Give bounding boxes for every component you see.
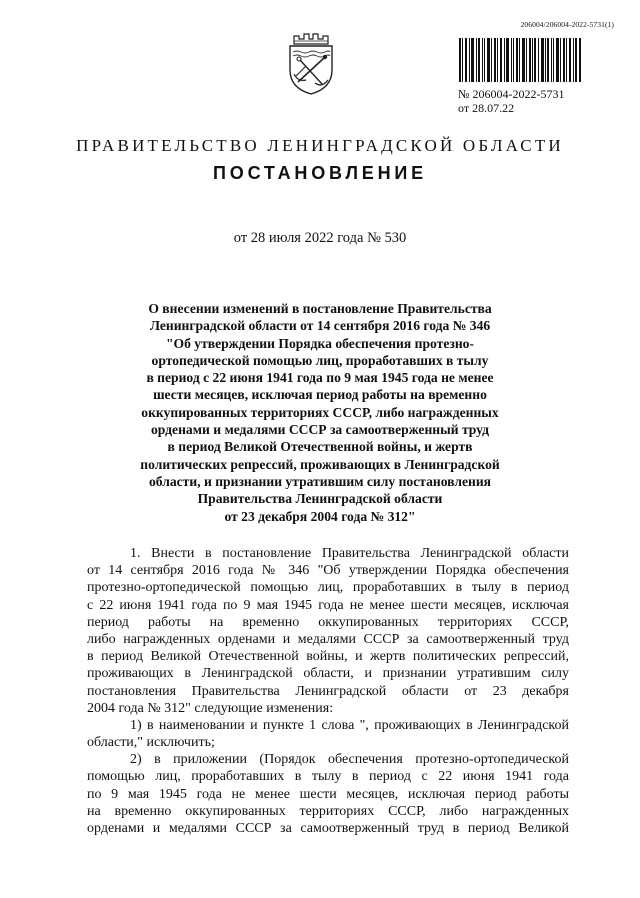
body-line: 1. Внести в постановление Правительства Ленинградской области [130, 546, 569, 561]
body-line: на временно оккупированных территориях СССР, либо награжденных [87, 803, 569, 819]
title-line: в период Великой Отечественной войны, и жертв [167, 439, 473, 455]
body-line: 1) в наименовании и пункте 1 слова ", проживающих в Ленинградской [130, 717, 569, 733]
issuer-heading: ПРАВИТЕЛЬСТВО ЛЕНИНГРАДСКОЙ ОБЛАСТИ [76, 136, 564, 155]
body-line: орденами и медалями СССР за самоотверженный труд в период Великой [87, 821, 569, 836]
title-line: шести месяцев, исключая период работы на временно [153, 387, 487, 403]
title-line: в период с 22 июня 1941 года по 9 мая 1945 года не менее [146, 370, 494, 386]
body-line: постановления Правительства Ленинградской области от 23 декабря [87, 683, 569, 699]
body-line: протезно-ортопедической помощью лиц, проработавших в тылу в период [87, 580, 569, 596]
body-line: 2004 года № 312" следующие изменения: [87, 700, 334, 716]
body-line: от 14 сентября 2016 года № 346 "Об утверждении Порядка обеспечения [87, 563, 569, 579]
barcode-icon [459, 38, 581, 82]
body-line: области," исключить; [87, 735, 215, 751]
registration-number: № 206004-2022-5731 [458, 87, 565, 101]
body-line: 2) в приложении (Порядок обеспечения протезно-ортопедической [130, 752, 569, 768]
registration-block [458, 87, 564, 115]
body-line: период работы на временно оккупированных территориях СССР, [87, 614, 569, 630]
document-date-number: от 28 июля 2022 года № 530 [233, 230, 407, 246]
title-line: Ленинградской области от 14 сентября 2016 года № 346 [149, 318, 491, 334]
coat-of-arms-leningrad-oblast-icon [284, 30, 338, 98]
body-line: с 22 июня 1941 года по 9 мая 1945 года не менее шести месяцев, исключая [87, 597, 569, 613]
title-line: оккупированных территориях СССР, либо награжденных [141, 404, 499, 420]
document-code: 206004/206004-2022-5731(1) [520, 20, 614, 29]
body-line: в период Великой Отечественной войны, и жертв политических репрессий, [87, 649, 569, 665]
title-line: политических репрессий, проживающих в Ленинградской [140, 456, 500, 472]
title-line: орденами и медалями СССР за самоотверженный труд [151, 422, 489, 438]
title-line: ортопедической помощью лиц, проработавших в тылу [151, 352, 489, 368]
document-type: ПОСТАНОВЛЕНИЕ [213, 163, 427, 183]
title-line: области, и признании утратившим силу постановления [148, 473, 492, 489]
registration-date: от 28.07.22 [458, 101, 515, 115]
title-line: Правительства Ленинградской области [197, 491, 443, 507]
body-line: либо награжденных орденами и медалями СССР за самоотверженный труд [87, 631, 569, 647]
title-line: "Об утверждении Порядка обеспечения протезно- [165, 335, 474, 351]
document-body [87, 545, 569, 837]
body-line: по 9 мая 1945 года не менее шести месяцев, исключая период работы [87, 786, 569, 802]
body-line: проживающих в Ленинградской области, и признании утратившим силу [87, 666, 569, 682]
document-title [110, 300, 530, 525]
title-line: от 23 декабря 2004 года № 312" [224, 508, 416, 524]
body-line: помощью лиц, проработавших в тылу в период с 22 июня 1941 года [87, 769, 569, 785]
title-line: О внесении изменений в постановление Правительства [148, 301, 492, 316]
